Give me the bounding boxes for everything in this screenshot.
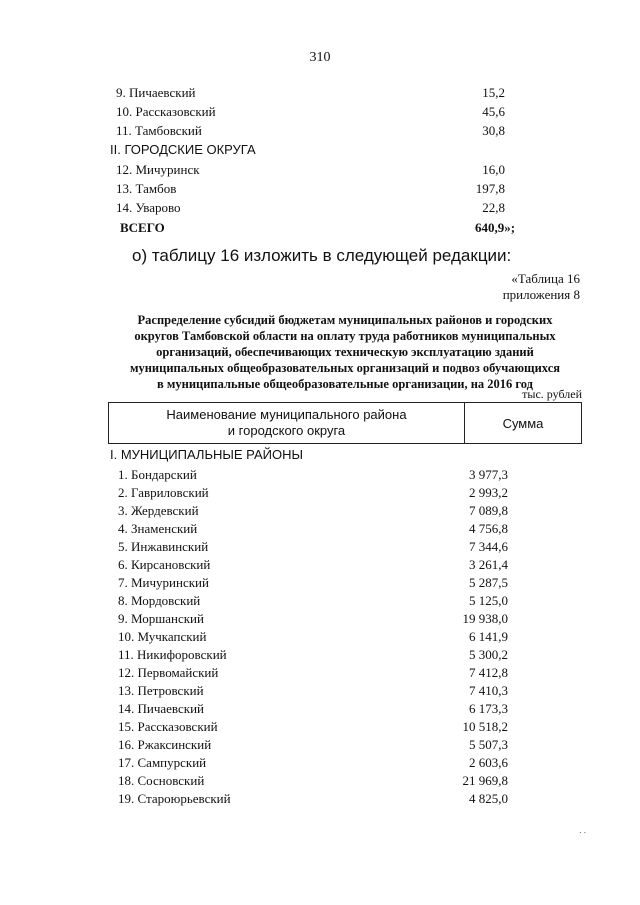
table-row-value: 6 141,9 [469,629,508,644]
table-row-value: 19 938,0 [462,611,508,626]
table-row-value: 5 300,2 [469,647,508,662]
column-header-name-line1: Наименование муниципального района [166,407,407,422]
list-item-value: 45,6 [482,104,505,119]
table-row-name: 12. Первомайский [118,665,219,680]
table-title [105,312,585,392]
table-title-line: муниципальных общеобразовательных организаций и подвоз обучающихся [129,361,561,375]
table-row-name: 5. Инжавинский [118,539,209,554]
table-row-name: 14. Пичаевский [118,701,204,716]
list-item-value: 30,8 [482,123,505,138]
total-value: 640,9»; [475,220,516,235]
table-row-value: 2 603,6 [469,755,508,770]
table-row-name: 19. Староюрьевский [118,791,231,806]
table-row-name: 8. Мордовский [118,593,201,608]
table-row-value: 7 412,8 [469,665,508,680]
column-header-sum: Сумма [502,415,544,431]
table-reference-line2: приложения 8 [502,287,580,302]
section-heading-municipal-districts: I. МУНИЦИПАЛЬНЫЕ РАЙОНЫ [110,447,303,462]
table-row-name: 10. Мучкапский [118,629,207,644]
table-row-name: 11. Никифоровский [118,647,227,662]
table-row-value: 4 825,0 [469,791,508,806]
table-row-value: 7 410,3 [469,683,508,698]
table-row-name: 4. Знаменский [118,521,198,536]
table-row-value: 7 344,6 [469,539,508,554]
table-row-name: 15. Рассказовский [118,719,218,734]
table-row-name: 1. Бондарский [118,467,197,482]
table-row-name: 9. Моршанский [118,611,204,626]
total-label: ВСЕГО [120,220,165,235]
list-item-name: 13. Тамбов [116,181,177,196]
table-row-name: 17. Сампурский [118,755,207,770]
list-item-name: 9. Пичаевский [116,85,196,100]
table-row-value: 5 507,3 [469,737,508,752]
table-row-name: 2. Гавриловский [118,485,209,500]
table-row-value: 5 287,5 [469,575,508,590]
units-label: тыс. рублей [522,387,582,401]
table-row-value: 4 756,8 [469,521,508,536]
table-reference [503,271,580,303]
table-row-value: 6 173,3 [469,701,508,716]
table-row-value: 21 969,8 [462,773,508,788]
table-row-name: 3. Жердевский [118,503,199,518]
table-header [108,402,582,444]
list-item-name: 14. Уварово [116,200,181,215]
page-number: 310 [309,50,331,65]
column-header-name-line2: и городского округа [227,423,346,438]
column-header-name [109,403,465,443]
table-row-name: 18. Сосновский [118,773,205,788]
table-title-line: округов Тамбовской области на оплату труда работников муниципальных [134,329,556,343]
table-row-value: 10 518,2 [462,719,508,734]
table-row-value: 5 125,0 [469,593,508,608]
list-item-name: 11. Тамбовский [116,123,202,138]
list-item-value: 15,2 [482,85,505,100]
section-heading-city-districts: II. ГОРОДСКИЕ ОКРУГА [110,142,256,157]
table-row-value: 3 261,4 [469,557,508,572]
table-row-name: 7. Мичуринский [118,575,209,590]
table-row-name: 6. Кирсановский [118,557,211,572]
amendment-paragraph: о) таблицу 16 изложить в следующей редакции: [132,246,512,265]
list-item-value: 22,8 [482,200,505,215]
table-title-line: Распределение субсидий бюджетам муниципальных районов и городских [137,313,553,327]
table-title-line: организаций, обеспечивающих техническую эксплуатацию зданий [156,345,534,359]
list-item-name: 10. Рассказовский [116,104,216,119]
list-item-value: 197,8 [475,181,505,196]
table-title-line: в муниципальные общеобразовательные организации, на 2016 год [156,377,534,391]
table-reference-line1: «Таблица 16 [511,271,580,286]
list-item-value: 16,0 [482,162,505,177]
table-row-name: 13. Петровский [118,683,204,698]
corner-mark: . . [579,825,586,835]
table-row-value: 3 977,3 [469,467,508,482]
list-item-name: 12. Мичуринск [116,162,200,177]
table-row-name: 16. Ржаксинский [118,737,212,752]
table-row-value: 7 089,8 [469,503,508,518]
table-row-value: 2 993,2 [469,485,508,500]
